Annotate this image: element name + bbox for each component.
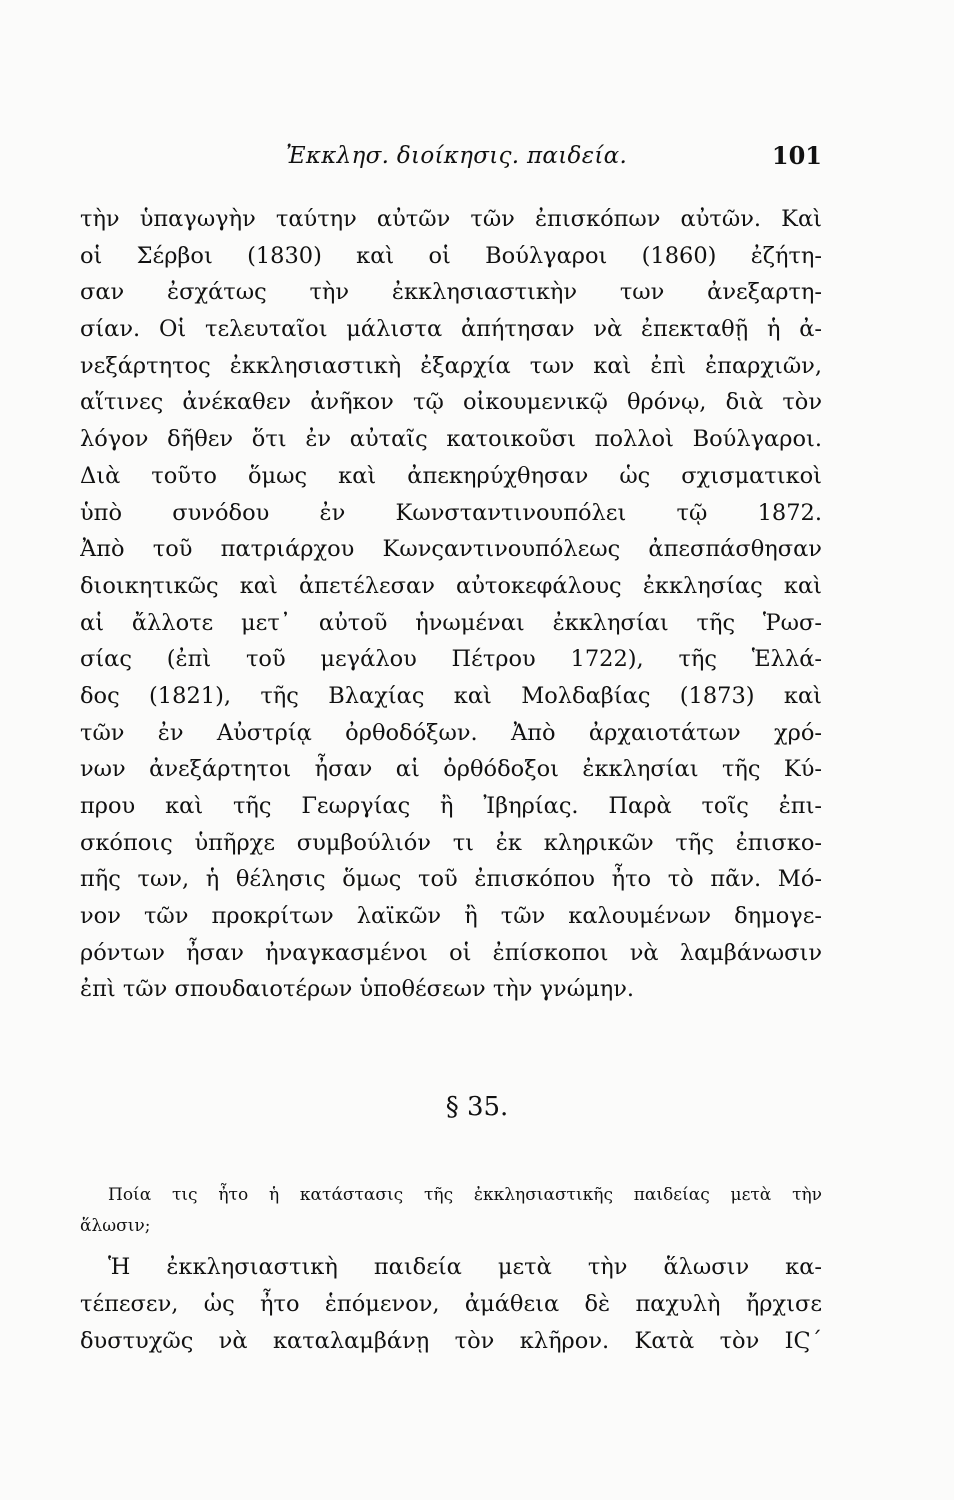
text-line: αἵτινες ἀνέκαθεν ἀνῆκον τῷ οἰκουμενικῷ θρόνῳ, διὰ τὸν <box>80 389 822 416</box>
text-line: δος (1821), τῆς Βλαχίας καὶ Μολδαβίας (1873) καὶ <box>80 682 822 709</box>
question-line: Ποία τις ἦτο ἡ κατάστασις τῆς ἐκκλησιαστικῆς παιδείας μετὰ τὴν <box>108 1185 822 1205</box>
text-line: τὴν ὑπαγωγὴν ταύτην αὐτῶν τῶν ἐπισκόπων αὐτῶν. Καὶ <box>80 206 822 232</box>
question-line: ἅλωσιν; <box>80 1216 151 1236</box>
section-question <box>80 1180 822 1242</box>
text-line: αἱ ἄλλοτε μετ᾽ αὐτοῦ ἡνωμέναι ἐκκλησίαι τῆς Ῥωσ- <box>80 609 822 636</box>
text-line: σίας (ἐπὶ τοῦ μεγάλου Πέτρου 1722), τῆς Ἑλλά- <box>80 646 822 673</box>
text-line: σαν ἐσχάτως τὴν ἐκκλησιαστικὴν των ἀνεξαρτη- <box>80 279 822 306</box>
main-paragraph <box>80 201 822 1008</box>
text-line: ρόντων ἦσαν ἠναγκασμένοι οἱ ἐπίσκοποι νὰ λαμβάνωσιν <box>80 939 822 966</box>
running-title: Ἐκκλησ. διοίκησις. παιδεία. <box>286 143 628 169</box>
text-line: σίαν. Οἱ τελευταῖοι μάλιστα ἀπήτησαν νὰ ἐπεκταθῇ ἡ ἀ- <box>80 316 822 343</box>
text-line: πῆς των, ἡ θέλησις ὅμως τοῦ ἐπισκόπου ἦτο τὸ πᾶν. Μό- <box>80 866 822 893</box>
text-line: οἱ Σέρβοι (1830) καὶ οἱ Βούλγαροι (1860) ἐζήτη- <box>80 242 822 269</box>
text-line: λόγον δῆθεν ὅτι ἐν αὐταῖς κατοικοῦσι πολλοὶ Βούλγαροι. <box>80 426 822 453</box>
text-line: ἐπὶ τῶν σπουδαιοτέρων ὑποθέσεων τὴν γνώμην. <box>80 976 635 1003</box>
page-header <box>80 143 822 183</box>
text-line: τῶν ἐν Αὐστρίᾳ ὀρθοδόξων. Ἀπὸ ἀρχαιοτάτων χρό- <box>80 719 822 746</box>
text-line: νον τῶν προκρίτων λαϊκῶν ἢ τῶν καλουμένων δημογε- <box>80 903 822 930</box>
text-line: δυστυχῶς νὰ καταλαμβάνῃ τὸν κλῆρον. Κατὰ τὸν ΙϚ΄ <box>80 1328 822 1354</box>
text-line: ὑπὸ συνόδου ἐν Κωνσταντινουπόλει τῷ 1872. <box>80 499 822 526</box>
text-line: πρου καὶ τῆς Γεωργίας ἢ Ἰβηρίας. Παρὰ τοῖς ἐπι- <box>80 793 822 819</box>
section-heading: § 35. <box>445 1092 509 1122</box>
text-line: τέπεσεν, ὡς ἦτο ἑπόμενον, ἀμάθεια δὲ παχυλὴ ἤρχισε <box>80 1291 822 1317</box>
text-line: διοικητικῶς καὶ ἀπετέλεσαν αὐτοκεφάλους ἐκκλησίας καὶ <box>80 572 822 599</box>
text-line: Διὰ τοῦτο ὅμως καὶ ἀπεκηρύχθησαν ὡς σχισματικοὶ <box>80 462 822 489</box>
section-paragraph <box>80 1249 822 1360</box>
text-line: Ἀπὸ τοῦ πατριάρχου Κωνςαντινουπόλεως ἀπεσπάσθησαν <box>80 536 822 563</box>
text-line: σκόποις ὑπῆρχε συμβούλιόν τι ἐκ κληρικῶν τῆς ἐπισκο- <box>80 829 822 856</box>
page-number: 101 <box>771 141 822 170</box>
text-line: νεξάρτητος ἐκκλησιαστικὴ ἐξαρχία των καὶ ἐπὶ ἐπαρχιῶν, <box>80 352 822 379</box>
text-line: νων ἀνεξάρτητοι ἦσαν αἱ ὀρθόδοξοι ἐκκλησίαι τῆς Κύ- <box>80 756 822 783</box>
text-line: Ἡ ἐκκλησιαστικὴ παιδεία μετὰ τὴν ἅλωσιν κα- <box>108 1254 822 1280</box>
